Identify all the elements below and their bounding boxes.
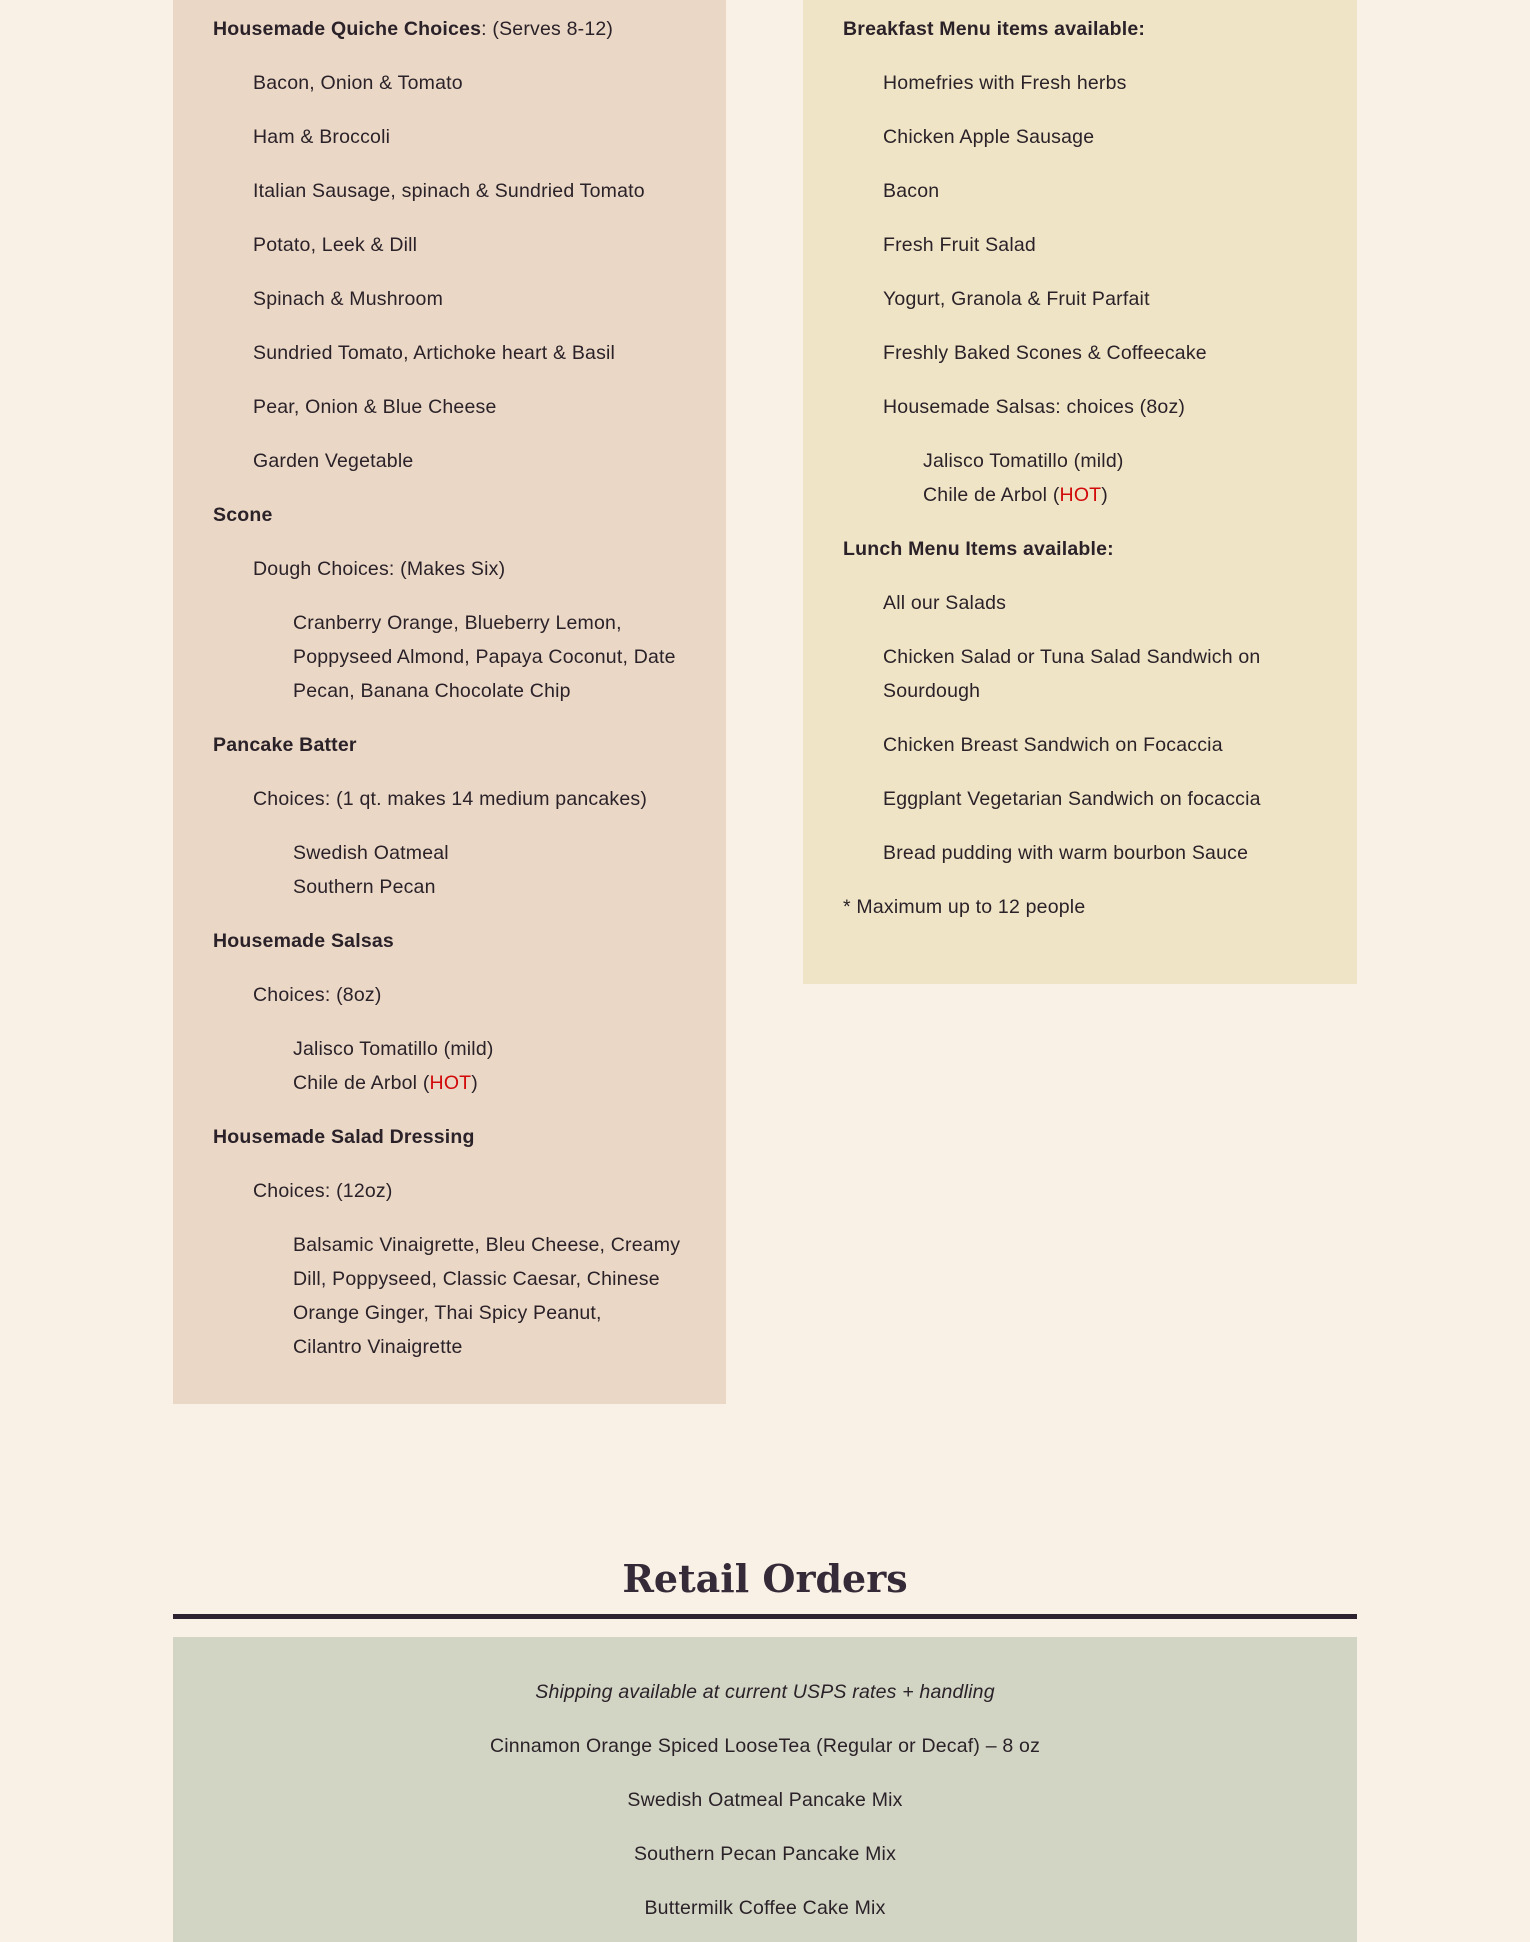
scone-dough-choices: Dough Choices: (Makes Six) — [253, 558, 506, 580]
retail-orders-title: Retail Orders — [622, 1556, 908, 1601]
breakfast-item: Housemade Salsas: choices (8oz) — [883, 396, 1186, 418]
breakfast-heading: Breakfast Menu items available: — [843, 18, 1146, 40]
salsa-mild: Jalisco Tomatillo (mild) — [293, 1038, 494, 1060]
dressing-flavors-line: Cilantro Vinaigrette — [293, 1336, 463, 1358]
scone-flavors-line: Pecan, Banana Chocolate Chip — [293, 680, 571, 702]
pancake-heading: Pancake Batter — [213, 734, 357, 756]
lunch-item-line: Sourdough — [883, 680, 981, 702]
salsa-hot — [293, 1066, 686, 1100]
retail-item: Swedish Oatmeal Pancake Mix — [627, 1789, 903, 1811]
quiche-item: Ham & Broccoli — [253, 126, 391, 148]
salsa-hot-suffix: ) — [471, 1072, 478, 1094]
quiche-serves: : (Serves 8-12) — [481, 18, 614, 40]
salsas-choices: Choices: (8oz) — [253, 984, 382, 1006]
breakfast-item: Fresh Fruit Salad — [883, 234, 1036, 256]
quiche-item: Garden Vegetable — [253, 450, 414, 472]
quiche-heading-line — [213, 12, 686, 46]
salsa-hot-prefix: Chile de Arbol ( — [923, 484, 1060, 506]
quiche-item: Potato, Leek & Dill — [253, 234, 418, 256]
pancake-flavor: Southern Pecan — [293, 876, 436, 898]
breakfast-item: Freshly Baked Scones & Coffeecake — [883, 342, 1207, 364]
scone-flavors — [213, 606, 686, 708]
quiche-item: Italian Sausage, spinach & Sundried Tomato — [253, 180, 645, 202]
salsa-hot — [923, 478, 1317, 512]
salsas-heading: Housemade Salsas — [213, 930, 394, 952]
catering-menu-right-panel — [803, 0, 1357, 984]
catering-menu-left-panel — [173, 0, 726, 1404]
lunch-item — [843, 640, 1317, 708]
lunch-item: Eggplant Vegetarian Sandwich on focaccia — [883, 788, 1261, 810]
dressing-choices: Choices: (12oz) — [253, 1180, 393, 1202]
salsa-hot-suffix: ) — [1101, 484, 1108, 506]
breakfast-salsas — [843, 444, 1317, 512]
section-divider — [173, 1614, 1357, 1619]
salsas-flavors — [213, 1032, 686, 1100]
retail-item: Cinnamon Orange Spiced LooseTea (Regular or Decaf) – 8 oz — [489, 1735, 1041, 1757]
lunch-item: All our Salads — [883, 592, 1007, 614]
hot-label: HOT — [429, 1072, 472, 1094]
shipping-note: Shipping available at current USPS rates + handling — [535, 1681, 995, 1703]
pancake-choices: Choices: (1 qt. makes 14 medium pancakes) — [253, 788, 648, 810]
quiche-item: Bacon, Onion & Tomato — [253, 72, 463, 94]
dressing-flavors-line: Balsamic Vinaigrette, Bleu Cheese, Creamy — [293, 1234, 681, 1256]
breakfast-item: Yogurt, Granola & Fruit Parfait — [883, 288, 1150, 310]
salsa-hot-prefix: Chile de Arbol ( — [293, 1072, 430, 1094]
dressing-flavors — [213, 1228, 686, 1364]
quiche-item: Sundried Tomato, Artichoke heart & Basil — [253, 342, 616, 364]
dressing-flavors-line: Dill, Poppyseed, Classic Caesar, Chinese — [293, 1268, 660, 1290]
lunch-item: Chicken Breast Sandwich on Focaccia — [883, 734, 1223, 756]
scone-flavors-line: Cranberry Orange, Blueberry Lemon, — [293, 612, 622, 634]
breakfast-item: Homefries with Fresh herbs — [883, 72, 1127, 94]
retail-item: Buttermilk Coffee Cake Mix — [644, 1897, 886, 1919]
quiche-item: Pear, Onion & Blue Cheese — [253, 396, 497, 418]
retail-item: Southern Pecan Pancake Mix — [633, 1843, 897, 1865]
pancake-flavors — [213, 836, 686, 904]
dressing-heading: Housemade Salad Dressing — [213, 1126, 475, 1148]
lunch-item: Bread pudding with warm bourbon Sauce — [883, 842, 1249, 864]
pancake-flavor: Swedish Oatmeal — [293, 842, 449, 864]
dressing-flavors-line: Orange Ginger, Thai Spicy Peanut, — [293, 1302, 602, 1324]
breakfast-item: Bacon — [883, 180, 940, 202]
lunch-item-line: Chicken Salad or Tuna Salad Sandwich on — [883, 646, 1261, 668]
scone-heading: Scone — [213, 504, 273, 526]
max-people-note: * Maximum up to 12 people — [843, 896, 1086, 918]
lunch-heading: Lunch Menu Items available: — [843, 538, 1114, 560]
hot-label: HOT — [1059, 484, 1102, 506]
breakfast-item: Chicken Apple Sausage — [883, 126, 1095, 148]
quiche-heading: Housemade Quiche Choices — [213, 18, 482, 40]
salsa-mild: Jalisco Tomatillo (mild) — [923, 450, 1124, 472]
scone-flavors-line: Poppyseed Almond, Papaya Coconut, Date — [293, 646, 676, 668]
quiche-item: Spinach & Mushroom — [253, 288, 444, 310]
retail-orders-panel — [173, 1637, 1357, 1942]
